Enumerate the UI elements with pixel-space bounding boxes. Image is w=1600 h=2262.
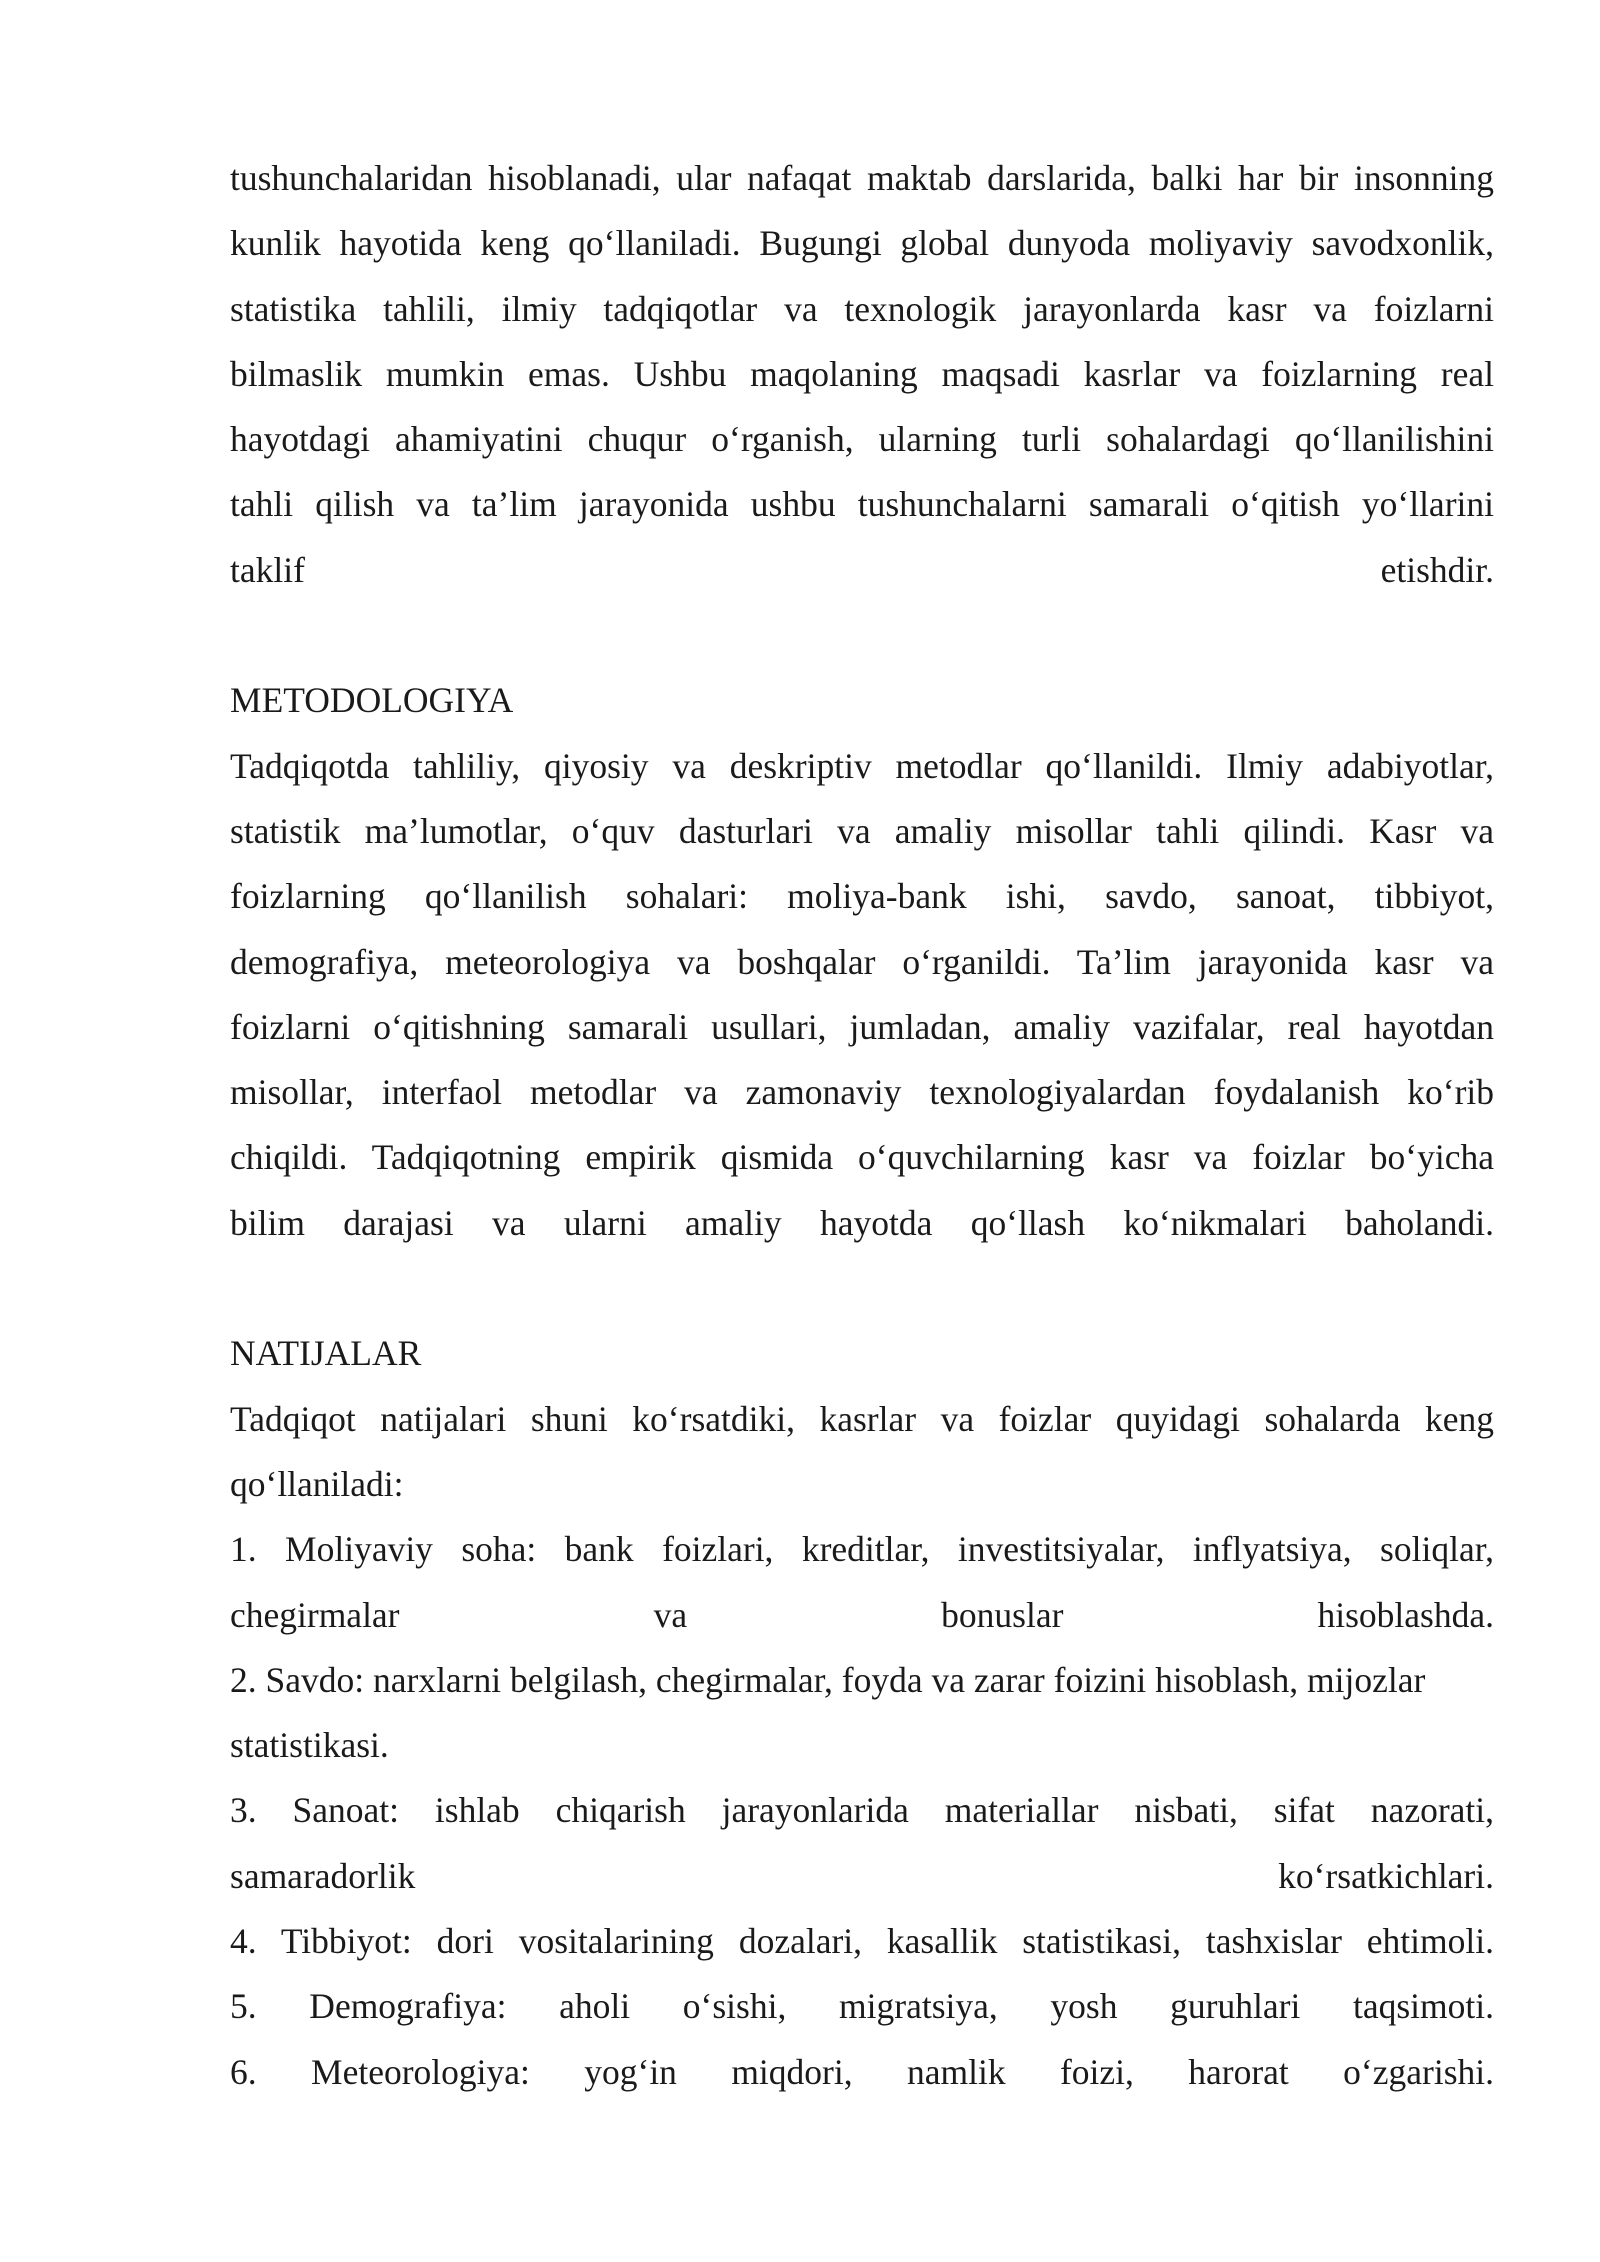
list-item-line: chegirmalar va bonuslar hisoblashda. <box>230 1594 1494 1635</box>
text-line: Tadqiqotda tahliliy, qiyosiy va deskriptiv metodlar qo‘llanildi. Ilmiy adabiyotlar, <box>230 745 1494 786</box>
text-line: bilim darajasi va ularni amaliy hayotda qo‘llash ko‘nikmalari baholandi. <box>230 1202 1494 1243</box>
list-item-line: 1. Moliyaviy soha: bank foizlari, kreditlar, investitsiyalar, inflyatsiya, soliqlar, <box>230 1529 1494 1570</box>
text-line: foizlarning qo‘llanilish sohalari: moliya-bank ishi, savdo, sanoat, tibbiyot, <box>230 876 1494 917</box>
section-heading-methodology: METODOLOGIYA <box>230 680 514 721</box>
intro-paragraph <box>230 146 1494 603</box>
document-page <box>230 146 1494 2105</box>
methodology-section <box>230 668 1494 1256</box>
text-line: qo‘llaniladi: <box>230 1463 404 1504</box>
text-line: kunlik hayotida keng qo‘llaniladi. Bugungi global dunyoda moliyaviy savodxonlik, <box>230 223 1494 264</box>
text-line: demografiya, meteorologiya va boshqalar o‘rganildi. Ta’lim jarayonida kasr va <box>230 941 1494 982</box>
list-item-line: samaradorlik ko‘rsatkichlari. <box>230 1855 1494 1896</box>
text-line: tushunchalaridan hisoblanadi, ular nafaqat maktab darslarida, balki har bir insonning <box>230 158 1494 198</box>
text-line: taklif etishdir. <box>230 549 1494 590</box>
text-line: misollar, interfaol metodlar va zamonaviy texnologiyalardan foydalanish ko‘rib <box>230 1072 1494 1113</box>
list-item-line: 6. Meteorologiya: yog‘in miqdori, namlik foizi, harorat o‘zgarishi. <box>230 2051 1494 2092</box>
text-line: tahli qilish va ta’lim jarayonida ushbu tushunchalarni samarali o‘qitish yo‘llarini <box>230 484 1494 525</box>
list-item-line: 5. Demografiya: aholi o‘sishi, migratsiya, yosh guruhlari taqsimoti. <box>230 1986 1494 2027</box>
list-item-line: 2. Savdo: narxlarni belgilash, chegirmalar, foyda va zarar foizini hisoblash, mijozlar <box>230 1659 1426 1700</box>
text-line: bilmaslik mumkin emas. Ushbu maqolaning maqsadi kasrlar va foizlarning real <box>230 353 1494 394</box>
text-line: statistika tahlili, ilmiy tadqiqotlar va texnologik jarayonlarda kasr va foizlarni <box>230 288 1494 329</box>
paragraph-gap <box>230 1256 1494 1321</box>
text-line: Tadqiqot natijalari shuni ko‘rsatdiki, kasrlar va foizlar quyidagi sohalarda keng <box>230 1398 1494 1439</box>
text-line: chiqildi. Tadqiqotning empirik qismida o‘quvchilarning kasr va foizlar bo‘yicha <box>230 1137 1494 1178</box>
text-line: hayotdagi ahamiyatini chuqur o‘rganish, ularning turli sohalardagi qo‘llanilishini <box>230 419 1494 460</box>
list-item-line: 4. Tibbiyot: dori vositalarining dozalari, kasallik statistikasi, tashxislar ehtimoli. <box>230 1921 1494 1962</box>
list-item-line: 3. Sanoat: ishlab chiqarish jarayonlarida materiallar nisbati, sifat nazorati, <box>230 1790 1494 1831</box>
section-heading-results: NATIJALAR <box>230 1333 422 1374</box>
paragraph-gap <box>230 603 1494 668</box>
results-section <box>230 1321 1494 2105</box>
list-item-line: statistikasi. <box>230 1725 389 1766</box>
text-line: foizlarni o‘qitishning samarali usullari, jumladan, amaliy vazifalar, real hayotdan <box>230 1006 1494 1047</box>
text-line: statistik ma’lumotlar, o‘quv dasturlari va amaliy misollar tahli qilindi. Kasr va <box>230 810 1494 851</box>
